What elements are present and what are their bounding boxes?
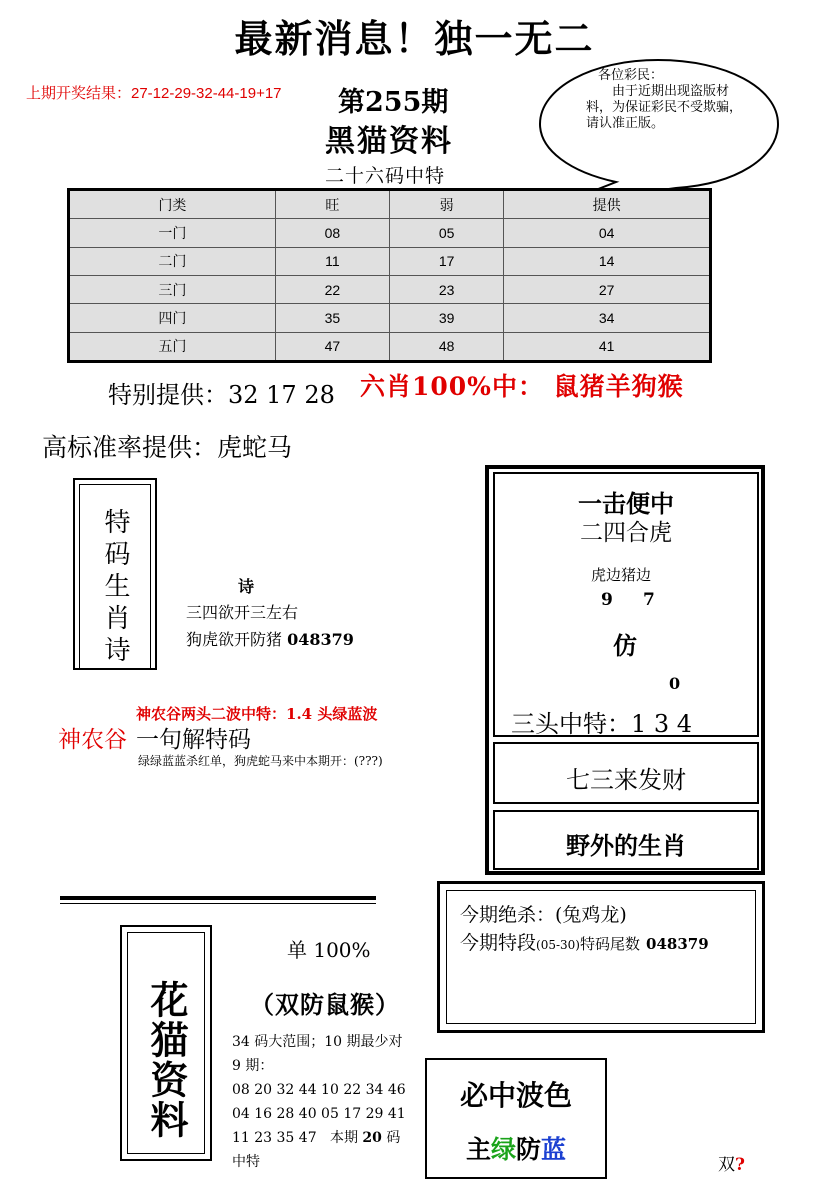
poem-line-2-text: 狗虎欲开防猪 — [186, 630, 288, 649]
dan-line: 单 100% — [287, 938, 371, 962]
table-cell: 27 — [504, 275, 711, 303]
table-row — [69, 219, 711, 247]
table-cell: 35 — [275, 304, 389, 332]
notice-bubble — [536, 58, 780, 190]
kill-line-2 — [460, 928, 709, 955]
six-zodiac: 六肖100%中： 鼠猪羊狗猴 — [360, 372, 684, 401]
hit-title: 一击便中 — [578, 489, 674, 518]
shennong-title-black: 一句解特码 — [136, 727, 251, 753]
kill-line-1: 今期绝杀：(兔鸡龙) — [460, 904, 627, 926]
shuang-fang-line: （双防鼠猴） — [250, 990, 400, 1019]
poem-title-box — [73, 478, 157, 670]
table-cell: 41 — [504, 332, 711, 361]
table-cell: 三门 — [69, 275, 276, 303]
numbers-line: 04 16 28 40 05 17 29 41 — [232, 1106, 406, 1122]
kill-line-2-a: 今期特段 — [460, 932, 537, 954]
poem-line-2 — [186, 627, 354, 650]
shuang-mark-question: ? — [735, 1155, 745, 1175]
numbers-line — [232, 1126, 414, 1150]
shennong-note: 绿绿蓝蓝杀红单，狗虎蛇马来中本期开：(???) — [138, 754, 383, 768]
table-cell: 22 — [275, 275, 389, 303]
hit-fang: 仿 — [613, 631, 637, 660]
table-cell: 23 — [389, 275, 503, 303]
numbers-line: 中特 — [232, 1154, 260, 1170]
wave-title: 必中波色 — [459, 1079, 572, 1112]
hit-number-1: 9 — [601, 590, 613, 610]
wave-colors — [427, 1130, 605, 1166]
wave-main: 主 — [465, 1135, 491, 1164]
shuang-mark — [718, 1150, 745, 1175]
kill-line-2-number: 048379 — [646, 935, 709, 953]
page-title: 最新消息！独一无二 — [234, 16, 595, 61]
table-cell: 17 — [389, 247, 503, 275]
numbers-line-5c: 码 — [381, 1130, 401, 1146]
qisan-text: 七三来发财 — [566, 766, 686, 794]
poem-title: 特码生肖诗 — [79, 484, 151, 670]
divider — [60, 896, 376, 900]
wave-color-box — [425, 1058, 607, 1179]
table-cell: 一门 — [69, 219, 276, 247]
notice-greeting: 各位彩民： — [598, 68, 664, 83]
yewai-box — [493, 810, 759, 870]
numbers-line-5a: 11 23 35 47 本期 — [232, 1130, 363, 1146]
kill-line-2-range: (05-30) — [536, 938, 580, 952]
qisan-box — [493, 742, 759, 804]
table-cell: 五门 — [69, 332, 276, 361]
hit-line-1: 二四合虎 — [580, 520, 672, 546]
shuang-mark-text: 双 — [718, 1155, 735, 1175]
table-cell: 05 — [389, 219, 503, 247]
table-cell: 34 — [504, 304, 711, 332]
table-row — [69, 247, 711, 275]
huamao-title: 花猫资料 — [127, 932, 205, 1154]
table-row — [69, 304, 711, 332]
high-accuracy-line: 高标准率提供：虎蛇马 — [42, 433, 293, 462]
last-result: 上期开奖结果：27-12-29-32-44-19+17 — [26, 85, 282, 102]
table-cell: 11 — [275, 247, 389, 275]
hit-box — [493, 472, 759, 737]
wave-green: 绿 — [490, 1135, 516, 1164]
hit-zero: 0 — [669, 674, 681, 693]
table-caption: 二十六码中特 — [325, 165, 446, 187]
numbers-line-5b: 20 — [362, 1130, 382, 1146]
huamao-title-box — [120, 925, 212, 1161]
numbers-line: 34 码大范围；10 期最少对 — [232, 1034, 403, 1050]
shennong-title-red: 神农谷 — [58, 727, 127, 753]
table-cell: 四门 — [69, 304, 276, 332]
three-heads: 三头中特：1 3 4 — [511, 710, 693, 738]
table-cell: 47 — [275, 332, 389, 361]
table-cell: 04 — [504, 219, 711, 247]
table-header-row — [69, 190, 711, 219]
table-cell: 14 — [504, 247, 711, 275]
issue-number: 第255期 — [338, 87, 449, 118]
wave-fang: 防 — [516, 1135, 542, 1164]
door-table — [67, 188, 712, 363]
table-row — [69, 275, 711, 303]
numbers-block — [232, 1030, 414, 1174]
special-offer: 特别提供：32 17 28 — [108, 381, 335, 409]
poem-line-2-number: 048379 — [287, 630, 354, 649]
shennong-red-line: 神农谷两头二波中特：1.4 头绿蓝波 — [136, 705, 378, 723]
table-header: 旺 — [275, 190, 389, 219]
table-header: 弱 — [389, 190, 503, 219]
hit-number-2: 7 — [643, 590, 655, 610]
table-cell: 48 — [389, 332, 503, 361]
numbers-line: 9 期： — [232, 1058, 274, 1074]
table-header: 门类 — [69, 190, 276, 219]
numbers-line: 08 20 32 44 10 22 34 46 — [232, 1082, 406, 1098]
kill-box — [437, 881, 765, 1033]
yewai-text: 野外的生肖 — [566, 831, 686, 860]
wave-blue: 蓝 — [541, 1135, 567, 1164]
table-cell: 39 — [389, 304, 503, 332]
table-cell: 08 — [275, 219, 389, 247]
table-row — [69, 332, 711, 361]
table-cell: 二门 — [69, 247, 276, 275]
kill-line-2-c: 特码尾数 — [579, 935, 640, 953]
poem-line-1: 三四欲开三左右 — [186, 603, 299, 622]
table-header: 提供 — [504, 190, 711, 219]
hit-line-2: 虎边猪边 — [591, 566, 652, 584]
subtitle: 黑猫资料 — [325, 124, 453, 159]
notice-body: 由于近期出现盗版材料，为保证彩民不受欺骗，请认准正版。 — [586, 84, 743, 131]
poem-heading: 诗 — [238, 577, 255, 596]
divider — [60, 903, 376, 904]
